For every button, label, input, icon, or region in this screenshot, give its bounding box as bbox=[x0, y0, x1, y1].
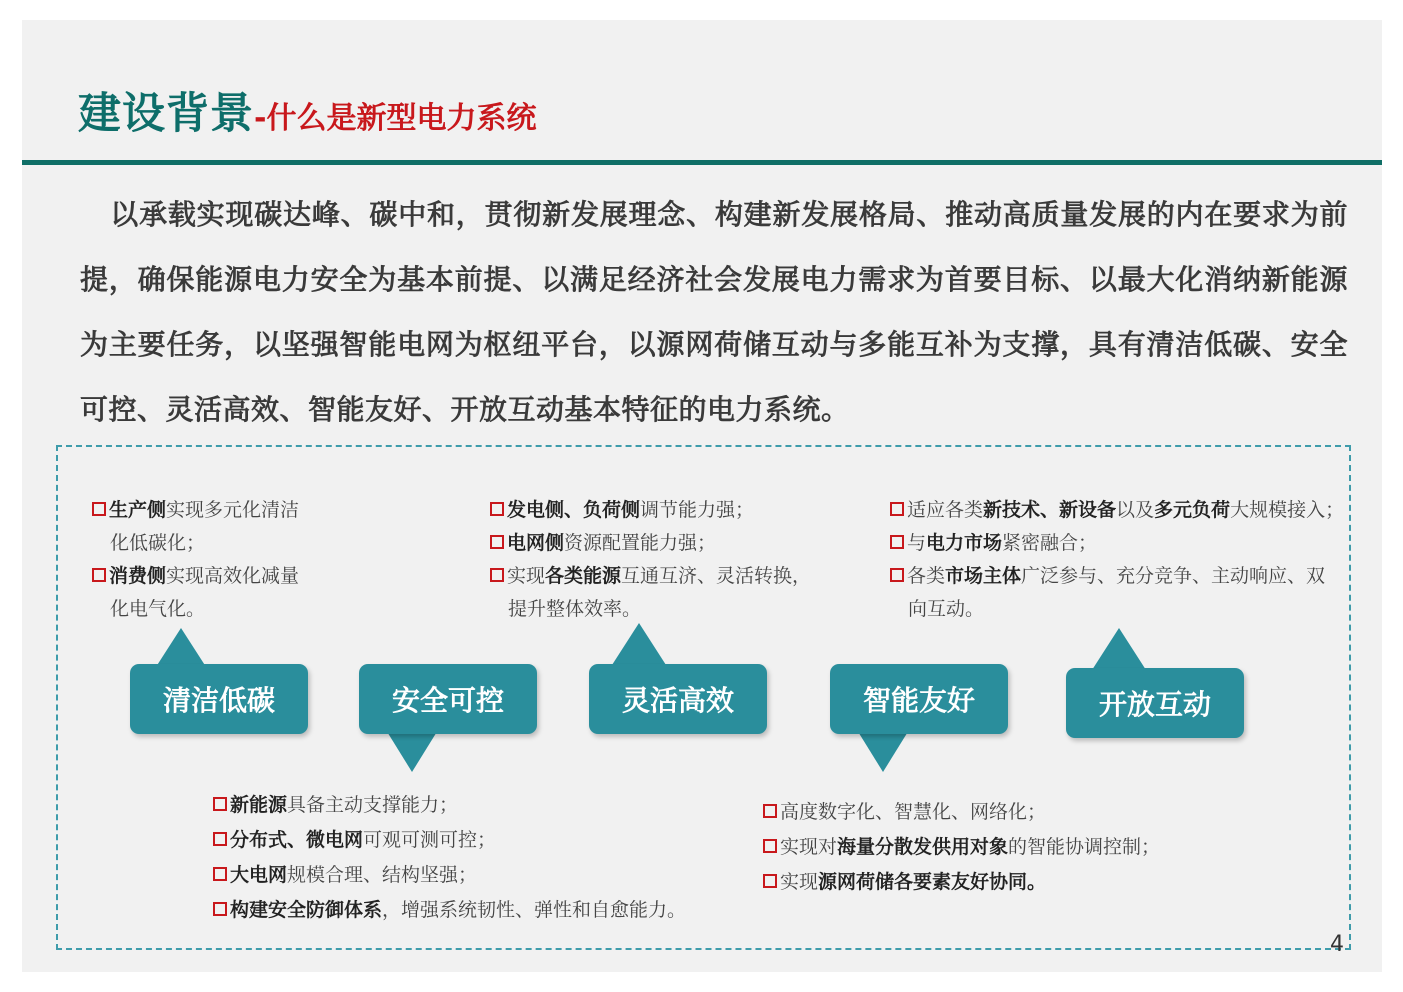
bullet-icon bbox=[763, 839, 777, 853]
bullet-icon bbox=[890, 535, 904, 549]
title-divider bbox=[22, 160, 1382, 165]
arrow-up-open bbox=[1092, 628, 1146, 670]
bullet-icon bbox=[92, 502, 106, 516]
arrow-down-smart bbox=[857, 730, 909, 772]
feature-open-interactive: 开放互动 bbox=[1066, 668, 1244, 738]
page-title bbox=[78, 80, 536, 141]
bullet-icon bbox=[213, 832, 227, 846]
bullet-icon bbox=[213, 867, 227, 881]
bullet-icon bbox=[890, 502, 904, 516]
feature-flexible-efficient: 灵活高效 bbox=[589, 664, 767, 734]
bullet-icon bbox=[490, 568, 504, 582]
feature-smart-friendly: 智能友好 bbox=[830, 664, 1008, 734]
note-flexible-efficient: 发电侧、负荷侧调节能力强； 电网侧资源配置能力强； 实现各类能源互通互济、灵活转换， 提升整体效率。 bbox=[490, 494, 811, 626]
bullet-icon bbox=[92, 568, 106, 582]
page-number: 4 bbox=[1330, 932, 1344, 957]
note-open-interactive: 适应各类新技术、新设备以及多元负荷大规模接入； 与电力市场紧密融合； 各类市场主体广泛参与、充分竞争、主动响应、双 向互动。 bbox=[890, 494, 1344, 626]
intro-paragraph bbox=[80, 182, 1348, 442]
bullet-icon bbox=[490, 502, 504, 516]
note-smart-friendly: 高度数字化、智慧化、网络化； 实现对海量分散发供用对象的智能协调控制； 实现源网荷储各要素友好协同。 bbox=[763, 795, 1160, 900]
title-sub: -什么是新型电力系统 bbox=[254, 101, 537, 136]
title-main: 建设背景 bbox=[78, 89, 254, 139]
arrow-up-flex bbox=[612, 623, 666, 665]
note-safe-controllable: 新能源具备主动支撑能力； 分布式、微电网可观可测可控； 大电网规模合理、结构坚强； 构建安全防御体系，增强系统韧性、弹性和自愈能力。 bbox=[213, 788, 686, 928]
bullet-icon bbox=[490, 535, 504, 549]
feature-clean-low-carbon: 清洁低碳 bbox=[130, 664, 308, 734]
bullet-icon bbox=[763, 804, 777, 818]
bullet-icon bbox=[213, 902, 227, 916]
feature-safe-controllable: 安全可控 bbox=[359, 664, 537, 734]
bullet-icon bbox=[763, 874, 777, 888]
bullet-icon bbox=[213, 797, 227, 811]
note-clean-low-carbon: 生产侧实现多元化清洁 化低碳化； 消费侧实现高效化减量 化电气化。 bbox=[92, 494, 299, 626]
arrow-down-safe bbox=[386, 730, 438, 772]
intro-text: 以承载实现碳达峰、碳中和，贯彻新发展理念、构建新发展格局、推动高质量发展的内在要求为前提，确保能源电力安全为基本前提、以满足经济社会发展电力需求为首要目标、以最大化消纳新能源为主要任务，以坚强智能电网为枢纽平台，以源网荷储互动与多能互补为支撑，具有清洁低碳、安全可控、灵活高效、智能友好、开放互动基本特征的电力系统。 bbox=[80, 198, 1348, 426]
bullet-icon bbox=[890, 568, 904, 582]
